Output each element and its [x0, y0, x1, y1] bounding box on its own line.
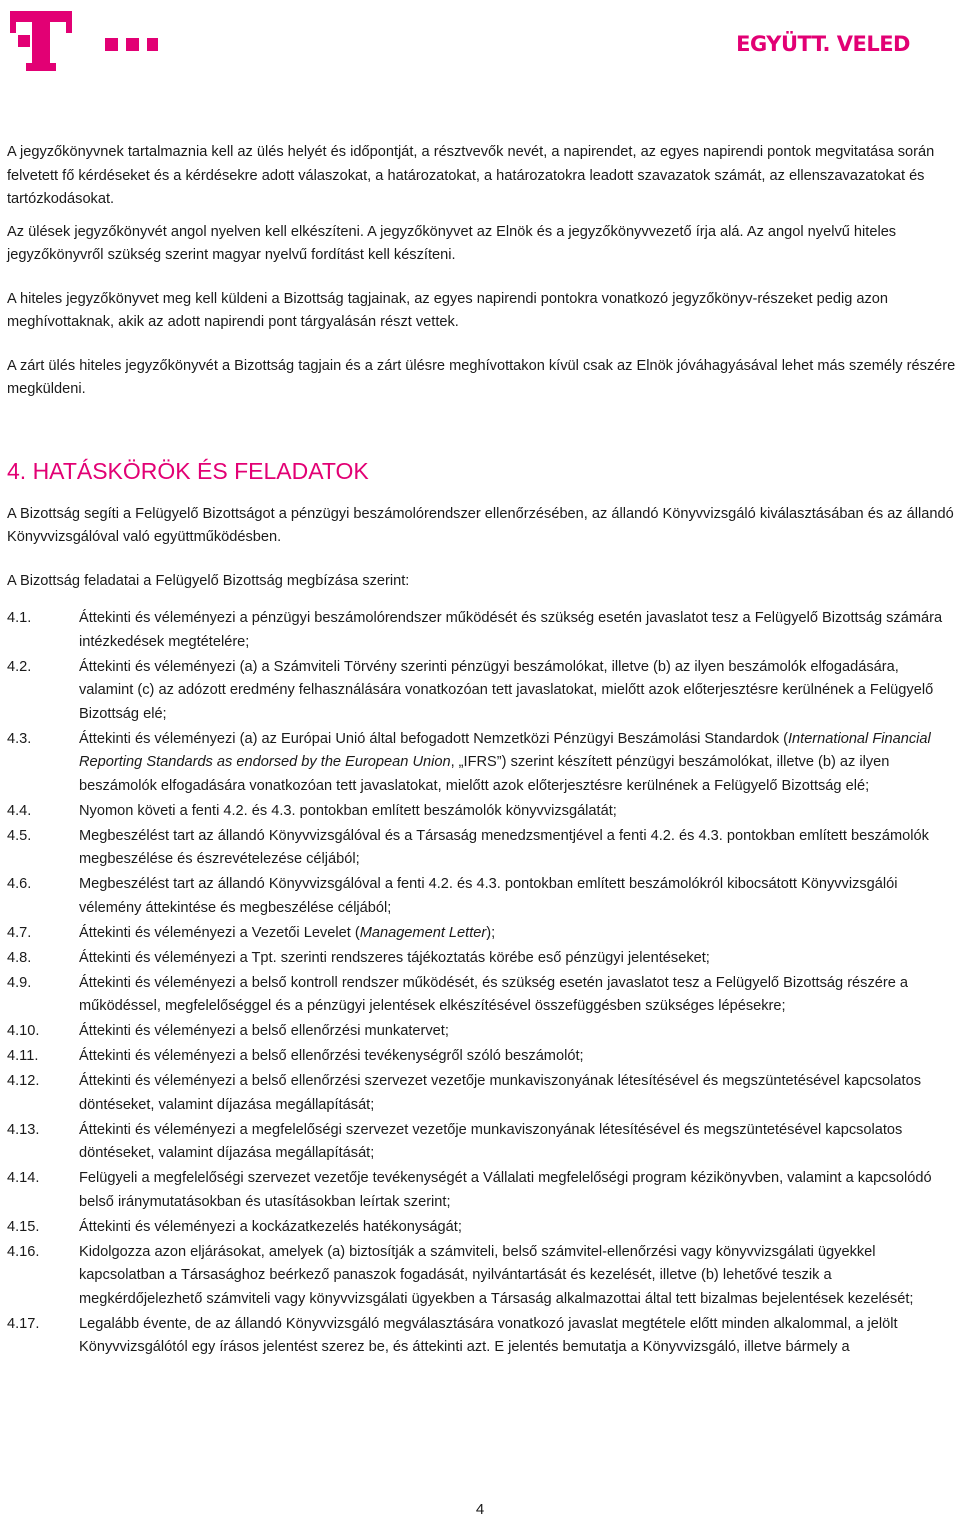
- list-item: [7, 607, 957, 654]
- item-text: Áttekinti és véleményezi (a) az Európai Unió által befogadott Nemzetközi Pénzügyi Beszámolási Standardok (International Financial Reporting Standards as endorsed by the European Union, „IFRS”) szerint készített pénzügyi beszámolókat, illetve (b) az ilyen beszámolók elfogadására vonatkozóan tett javaslatokat, mielőtt azok előterjesztésre kerülnének a Felügyelő Bizottság elé;: [79, 730, 931, 794]
- list-item: [7, 800, 957, 824]
- document-body: [7, 141, 957, 1361]
- item-number: 4.11.: [7, 1048, 39, 1064]
- item-number: 4.15.: [7, 1218, 40, 1235]
- telekom-t-logo-icon: [8, 5, 158, 75]
- list-item: [7, 1313, 957, 1360]
- section-heading: 4. HATÁSKÖRÖK ÉS FELADATOK: [7, 457, 369, 484]
- page-header: [0, 0, 960, 80]
- paragraph-minutes-distribution: A hiteles jegyzőkönyvet meg kell küldeni a Bizottság tagjainak, az egyes napirendi pontokra vonatkozó jegyzőkönyv-részeket pedig azon meghívottaknak, akik az adott napirendi pont tárgyalásán részt vettek.: [7, 290, 889, 330]
- item-text: Legalább évente, de az állandó Könyvvizsgáló megválasztására vonatkozó javaslat megtétele előtt minden alkalommal, a jelölt Könyvvizsgálótól egy írásos jelentést szerez be, és áttekinti azt. E jelentés bemutatja a Könyvvizsgáló, illetve bármely a: [79, 1315, 898, 1355]
- item-number: 4.8.: [7, 949, 32, 966]
- paragraph-committee-role: A Bizottság segíti a Felügyelő Bizottságot a pénzügyi beszámolórendszer ellenőrzésében, az állandó Könyvvizsgáló kiválasztásában és az állandó Könyvvizsgálóval való együttműködésben.: [7, 505, 954, 545]
- list-item: [7, 947, 957, 971]
- list-item: [7, 873, 957, 920]
- item-text: Áttekinti és véleményezi a megfelelőségi szervezet vezetője munkaviszonyának létesítésével és megszüntetésével kapcsolatos döntéseket, valamint díjazása megállapítását;: [79, 1121, 903, 1161]
- brand-tagline: EGYÜTT. VELED: [736, 32, 910, 56]
- item-number: 4.13.: [7, 1121, 40, 1138]
- list-item: [7, 972, 957, 1019]
- item-number: 4.12.: [7, 1073, 40, 1089]
- page-number: 4: [475, 1501, 485, 1518]
- item-text: Felügyeli a megfelelőségi szervezet vezetője tevékenységét a Vállalati megfelelőségi program kézikönyvben, valamint a kapcsolódó belső iránymutatásokban és utasításokban leírtak szerint;: [79, 1170, 932, 1210]
- list-item: [7, 728, 957, 799]
- item-number: 4.10.: [7, 1023, 40, 1039]
- paragraph-closed-session: A zárt ülés hiteles jegyzőkönyvét a Bizottság tagjain és a zárt ülésre meghívottakon kívül csak az Elnök jóváhagyásával lehet más személy részére megküldeni.: [7, 357, 956, 397]
- item-text: Áttekinti és véleményezi a belső ellenőrzési tevékenységről szóló beszámolót;: [79, 1048, 584, 1064]
- item-number: 4.5.: [7, 827, 32, 844]
- list-item: [7, 1241, 957, 1312]
- item-text: Nyomon követi a fenti 4.2. és 4.3. pontokban említett beszámolók könyvvizsgálatát;: [79, 802, 617, 819]
- item-number: 4.16.: [7, 1243, 40, 1260]
- item-text: Megbeszélést tart az állandó Könyvvizsgálóval és a Társaság menedzsmentjével a fenti 4.2. és 4.3. pontokban említett beszámolók megbeszélése és észrevételezése céljából;: [79, 827, 929, 867]
- list-item: [7, 825, 957, 872]
- list-item: [7, 1020, 957, 1044]
- paragraph-minutes-contents: A jegyzőkönyvnek tartalmaznia kell az ülés helyét és időpontját, a résztvevők nevét, a napirendet, az egyes napirendi pontok megvitatása során felvetett fő kérdéseket és a kérdésekre adott válaszokat, a határozatokat, a határozatokra leadott szavazatok számát, az ellenszavazatokat és tartózkodásokat.: [7, 144, 935, 207]
- item-number: 4.1.: [7, 610, 32, 626]
- item-text: Áttekinti és véleményezi a Tpt. szerinti rendszeres tájékoztatás körébe eső pénzügyi jelentéseket;: [79, 949, 710, 966]
- item-text: Áttekinti és véleményezi a belső ellenőrzési munkatervet;: [79, 1023, 449, 1039]
- item-text: Áttekinti és véleményezi a belső ellenőrzési szervezet vezetője munkaviszonyának létesítésével és megszüntetésével kapcsolatos döntéseket, valamint díjazása megállapítását;: [79, 1073, 922, 1113]
- item-number: 4.3.: [7, 730, 32, 747]
- list-item: [7, 922, 957, 946]
- item-number: 4.7.: [7, 924, 32, 941]
- item-number: 4.17.: [7, 1315, 40, 1332]
- item-text: Áttekinti és véleményezi a belső kontroll rendszer működését, és szükség esetén javaslatot tesz a Felügyelő Bizottság részére a működéssel, megfelelőséggel és a pénzügyi jelentések elkészítésével összefüggésben szükséges lépésekre;: [79, 974, 909, 1014]
- list-item: [7, 1045, 957, 1069]
- list-item: [7, 1216, 957, 1240]
- item-text: Áttekinti és véleményezi a kockázatkezelés hatékonyságát;: [79, 1218, 462, 1235]
- list-item: [7, 1167, 957, 1214]
- item-text: Áttekinti és véleményezi a Vezetői Levelet (Management Letter);: [79, 924, 496, 941]
- paragraph-tasks-intro: A Bizottság feladatai a Felügyelő Bizottság megbízása szerint:: [7, 572, 410, 589]
- item-number: 4.14.: [7, 1170, 40, 1186]
- item-number: 4.4.: [7, 802, 32, 819]
- item-text: Kidolgozza azon eljárásokat, amelyek (a) biztosítják a számviteli, belső számvitel-ellenőrzési vagy könyvvizsgálati ügyekkel kapcsolatban a Társasághoz beérkező panaszok fogadását, nyilvántartását és kezelését, illetve (b) lehetővé teszik a megkérdőjelezhető számviteli vagy könyvvizsgálati ügyekben a Társaság alkalmazottai által tett bizalmas bejelentések kezelését;: [79, 1243, 914, 1307]
- list-item: [7, 1070, 957, 1117]
- tasks-list: [7, 607, 957, 1360]
- paragraph-minutes-language: Az ülések jegyzőkönyvét angol nyelven kell elkészíteni. A jegyzőkönyvet az Elnök és a jegyzőkönyvvezető írja alá. Az angol nyelvű hiteles jegyzőkönyvről szükség szerint magyar nyelvű fordítást kell készíteni.: [7, 223, 897, 263]
- item-number: 4.6.: [7, 876, 32, 892]
- item-number: 4.9.: [7, 974, 32, 991]
- list-item: [7, 656, 957, 727]
- item-text: Megbeszélést tart az állandó Könyvvizsgálóval a fenti 4.2. és 4.3. pontokban említett beszámolókról kibocsátott Könyvvizsgálói vélemény áttekintése és megbeszélése céljából;: [79, 876, 898, 916]
- item-text: Áttekinti és véleményezi a pénzügyi beszámolórendszer működését és szükség esetén javaslatot tesz a Felügyelő Bizottság számára intézkedések megtételére;: [79, 610, 943, 650]
- list-item: [7, 1119, 957, 1166]
- item-text: Áttekinti és véleményezi (a) a Számviteli Törvény szerinti pénzügyi beszámolókat, illetve (b) az ilyen beszámolók elfogadására, valamint (c) az adózott eredmény felhasználására vonatkozóan tett javaslatokat, mielőtt azok előterjesztésre kerülnének a Felügyelő Bizottság elé;: [79, 658, 934, 722]
- italic-term: International Financial Reporting Standards as endorsed by the European Union: [79, 730, 931, 770]
- italic-term: Management Letter: [359, 924, 487, 941]
- item-number: 4.2.: [7, 658, 32, 675]
